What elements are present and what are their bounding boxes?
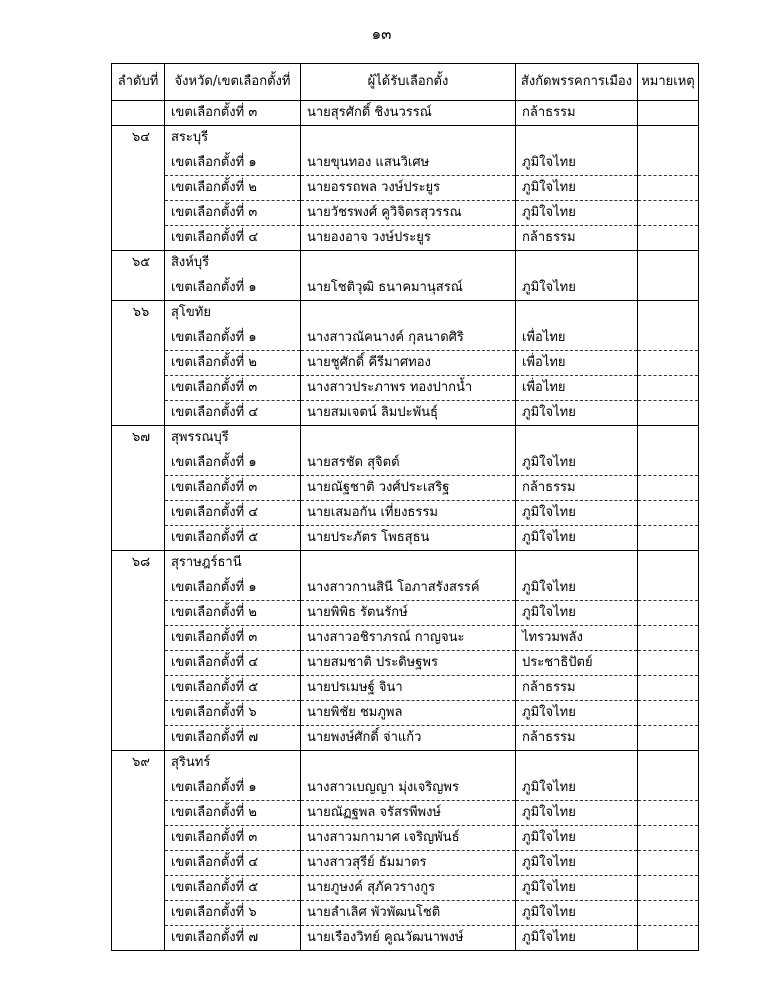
cell-no: [112, 601, 165, 626]
cell-district: เขตเลือกตั้งที่ ๑: [165, 276, 301, 301]
cell-no: [112, 151, 165, 176]
table-row: [112, 226, 699, 251]
cell-district: สระบุรี: [165, 126, 301, 151]
cell-party: ภูมิใจไทย: [516, 401, 638, 426]
cell-no: ๖๙: [112, 751, 165, 776]
table-row: [112, 526, 699, 551]
cell-district: เขตเลือกตั้งที่ ๖: [165, 701, 301, 726]
cell-district: เขตเลือกตั้งที่ ๓: [165, 476, 301, 501]
cell-no: [112, 651, 165, 676]
table-row: [112, 826, 699, 851]
cell-district: เขตเลือกตั้งที่ ๓: [165, 626, 301, 651]
cell-note: [638, 576, 699, 601]
cell-party: กล้าธรรม: [516, 101, 638, 126]
cell-name: นางสาวเบญญา มุ่งเจริญพร: [301, 776, 516, 801]
table-row: [112, 201, 699, 226]
cell-district: สุรินทร์: [165, 751, 301, 776]
cell-party: [516, 126, 638, 151]
cell-name: นางสาวกานสินี โอภาสรังสรรค์: [301, 576, 516, 601]
cell-no: [112, 326, 165, 351]
cell-note: [638, 876, 699, 901]
table-row: [112, 851, 699, 876]
header-party: สังกัดพรรคการเมือง: [516, 64, 638, 101]
cell-district: เขตเลือกตั้งที่ ๑: [165, 451, 301, 476]
cell-no: [112, 876, 165, 901]
cell-name: นายขุนทอง แสนวิเศษ: [301, 151, 516, 176]
table-row: [112, 401, 699, 426]
cell-name: นางสาวณัคนางค์ กุลนาดศิริ: [301, 326, 516, 351]
cell-party: ภูมิใจไทย: [516, 176, 638, 201]
header-district: จังหวัด/เขตเลือกตั้งที่: [165, 64, 301, 101]
cell-name: [301, 751, 516, 776]
cell-name: นายสมชาติ ประดิษฐพร: [301, 651, 516, 676]
cell-no: [112, 501, 165, 526]
cell-note: [638, 326, 699, 351]
cell-note: [638, 626, 699, 651]
cell-no: [112, 851, 165, 876]
cell-note: [638, 926, 699, 951]
cell-district: เขตเลือกตั้งที่ ๓: [165, 101, 301, 126]
cell-name: [301, 251, 516, 276]
table-row: [112, 776, 699, 801]
cell-no: ๖๔: [112, 126, 165, 151]
cell-party: ไทรวมพลัง: [516, 626, 638, 651]
table-row: [112, 301, 699, 326]
cell-district: เขตเลือกตั้งที่ ๒: [165, 601, 301, 626]
cell-name: นายสุรศักดิ์ ชิงนวรรณ์: [301, 101, 516, 126]
cell-district: สุราษฎร์ธานี: [165, 551, 301, 576]
cell-district: เขตเลือกตั้งที่ ๓: [165, 201, 301, 226]
cell-note: [638, 651, 699, 676]
cell-district: เขตเลือกตั้งที่ ๔: [165, 851, 301, 876]
cell-name: นายชูศักดิ์ คีรีมาศทอง: [301, 351, 516, 376]
cell-party: ภูมิใจไทย: [516, 901, 638, 926]
cell-party: ภูมิใจไทย: [516, 801, 638, 826]
table-row: [112, 626, 699, 651]
cell-name: นางสาวประภาพร ทองปากน้ำ: [301, 376, 516, 401]
header-note: หมายเหตุ: [638, 64, 699, 101]
cell-no: [112, 726, 165, 751]
cell-name: นายสมเจตน์ ลิมปะพันธุ์: [301, 401, 516, 426]
cell-district: เขตเลือกตั้งที่ ๓: [165, 376, 301, 401]
cell-note: [638, 101, 699, 126]
table-row: [112, 151, 699, 176]
cell-no: [112, 351, 165, 376]
cell-note: [638, 151, 699, 176]
table-row: [112, 451, 699, 476]
cell-party: [516, 751, 638, 776]
cell-district: เขตเลือกตั้งที่ ๔: [165, 501, 301, 526]
table-row: [112, 126, 699, 151]
cell-no: [112, 526, 165, 551]
cell-name: นายพิชัย ชมภูพล: [301, 701, 516, 726]
cell-note: [638, 301, 699, 326]
table-row: [112, 726, 699, 751]
cell-name: นายเรืองวิทย์ คูณวัฒนาพงษ์: [301, 926, 516, 951]
cell-party: เพื่อไทย: [516, 376, 638, 401]
cell-district: สุพรรณบุรี: [165, 426, 301, 451]
cell-party: ภูมิใจไทย: [516, 576, 638, 601]
cell-no: [112, 226, 165, 251]
table-row: [112, 376, 699, 401]
cell-party: ภูมิใจไทย: [516, 776, 638, 801]
table-row: [112, 551, 699, 576]
cell-party: กล้าธรรม: [516, 676, 638, 701]
cell-no: [112, 476, 165, 501]
cell-name: นายวัชรพงศ์ คูวิจิตรสุวรรณ: [301, 201, 516, 226]
cell-district: เขตเลือกตั้งที่ ๒: [165, 801, 301, 826]
table-row: [112, 751, 699, 776]
cell-note: [638, 376, 699, 401]
cell-no: [112, 276, 165, 301]
cell-note: [638, 176, 699, 201]
cell-name: นายโชติวุฒิ ธนาคมานุสรณ์: [301, 276, 516, 301]
cell-district: เขตเลือกตั้งที่ ๑: [165, 151, 301, 176]
table-row: [112, 876, 699, 901]
cell-note: [638, 401, 699, 426]
cell-note: [638, 751, 699, 776]
cell-district: เขตเลือกตั้งที่ ๒: [165, 351, 301, 376]
cell-party: [516, 426, 638, 451]
table-row: [112, 101, 699, 126]
cell-party: ภูมิใจไทย: [516, 451, 638, 476]
cell-no: ๖๗: [112, 426, 165, 451]
cell-note: [638, 201, 699, 226]
table-row: [112, 426, 699, 451]
cell-district: เขตเลือกตั้งที่ ๑: [165, 576, 301, 601]
cell-party: เพื่อไทย: [516, 351, 638, 376]
cell-district: เขตเลือกตั้งที่ ๑: [165, 326, 301, 351]
cell-name: นายณัฏฐพล จรัสรพีพงษ์: [301, 801, 516, 826]
cell-name: นายปรเมษฐ์ จินา: [301, 676, 516, 701]
cell-party: [516, 301, 638, 326]
cell-note: [638, 901, 699, 926]
page-number: ๑๓: [371, 25, 392, 43]
cell-party: ภูมิใจไทย: [516, 926, 638, 951]
cell-note: [638, 476, 699, 501]
table-row: [112, 251, 699, 276]
cell-district: เขตเลือกตั้งที่ ๕: [165, 676, 301, 701]
cell-party: [516, 251, 638, 276]
table-header-row: [112, 64, 699, 101]
cell-no: ๖๘: [112, 551, 165, 576]
cell-name: [301, 426, 516, 451]
cell-party: ภูมิใจไทย: [516, 876, 638, 901]
cell-note: [638, 676, 699, 701]
cell-note: [638, 226, 699, 251]
table-row: [112, 801, 699, 826]
cell-name: นายอรรถพล วงษ์ประยูร: [301, 176, 516, 201]
table-row: [112, 501, 699, 526]
cell-name: นายพงษ์ศักดิ์ จ่าแก้ว: [301, 726, 516, 751]
table-row: [112, 651, 699, 676]
cell-party: ภูมิใจไทย: [516, 151, 638, 176]
cell-district: เขตเลือกตั้งที่ ๗: [165, 926, 301, 951]
cell-name: [301, 551, 516, 576]
cell-district: สุโขทัย: [165, 301, 301, 326]
table-row: [112, 476, 699, 501]
cell-name: นายองอาจ วงษ์ประยูร: [301, 226, 516, 251]
cell-name: นายณัฐชาติ วงศ์ประเสริฐ: [301, 476, 516, 501]
table-row: [112, 676, 699, 701]
cell-district: สิงห์บุรี: [165, 251, 301, 276]
cell-party: ภูมิใจไทย: [516, 501, 638, 526]
cell-no: [112, 376, 165, 401]
cell-party: ภูมิใจไทย: [516, 276, 638, 301]
table-row: [112, 351, 699, 376]
cell-no: [112, 901, 165, 926]
cell-name: นายภูษงค์ สุภัควรางกูร: [301, 876, 516, 901]
cell-name: นางสาวอชิราภรณ์ กาญจนะ: [301, 626, 516, 651]
cell-no: [112, 801, 165, 826]
cell-note: [638, 351, 699, 376]
cell-no: [112, 626, 165, 651]
table-row: [112, 901, 699, 926]
table-row: [112, 601, 699, 626]
cell-party: กล้าธรรม: [516, 476, 638, 501]
election-results-table: [111, 63, 699, 951]
cell-name: [301, 301, 516, 326]
cell-note: [638, 501, 699, 526]
cell-name: นายลำเลิศ พัวพัฒนโชติ: [301, 901, 516, 926]
cell-party: เพื่อไทย: [516, 326, 638, 351]
table-row: [112, 326, 699, 351]
cell-party: กล้าธรรม: [516, 226, 638, 251]
cell-note: [638, 526, 699, 551]
cell-party: ประชาธิปัตย์: [516, 651, 638, 676]
cell-district: เขตเลือกตั้งที่ ๔: [165, 401, 301, 426]
header-name: ผู้ได้รับเลือกตั้ง: [301, 64, 516, 101]
cell-name: นายประภัตร โพธสุธน: [301, 526, 516, 551]
cell-name: นายสรชัด สุจิตต์: [301, 451, 516, 476]
cell-district: เขตเลือกตั้งที่ ๒: [165, 176, 301, 201]
cell-district: เขตเลือกตั้งที่ ๔: [165, 226, 301, 251]
table-row: [112, 176, 699, 201]
cell-no: [112, 101, 165, 126]
cell-district: เขตเลือกตั้งที่ ๕: [165, 526, 301, 551]
cell-note: [638, 851, 699, 876]
table-row: [112, 276, 699, 301]
cell-party: กล้าธรรม: [516, 726, 638, 751]
cell-no: [112, 926, 165, 951]
cell-party: ภูมิใจไทย: [516, 601, 638, 626]
cell-note: [638, 776, 699, 801]
cell-note: [638, 826, 699, 851]
cell-note: [638, 701, 699, 726]
cell-district: เขตเลือกตั้งที่ ๖: [165, 901, 301, 926]
cell-no: [112, 201, 165, 226]
cell-no: ๖๕: [112, 251, 165, 276]
cell-note: [638, 451, 699, 476]
cell-note: [638, 726, 699, 751]
cell-party: ภูมิใจไทย: [516, 526, 638, 551]
cell-party: ภูมิใจไทย: [516, 851, 638, 876]
cell-note: [638, 251, 699, 276]
cell-no: [112, 701, 165, 726]
cell-name: นางสาวมกามาศ เจริญพันธ์: [301, 826, 516, 851]
cell-name: นายพิพิธ รัตนรักษ์: [301, 601, 516, 626]
cell-name: [301, 126, 516, 151]
header-no: ลำดับที่: [112, 64, 165, 101]
table-row: [112, 576, 699, 601]
table-body: [112, 101, 699, 951]
cell-name: นายเสมอกัน เที่ยงธรรม: [301, 501, 516, 526]
cell-no: [112, 176, 165, 201]
cell-district: เขตเลือกตั้งที่ ๔: [165, 651, 301, 676]
cell-party: ภูมิใจไทย: [516, 826, 638, 851]
cell-no: ๖๖: [112, 301, 165, 326]
cell-note: [638, 426, 699, 451]
cell-name: นางสาวสุรีย์ ธัมมาตร: [301, 851, 516, 876]
cell-no: [112, 401, 165, 426]
cell-no: [112, 676, 165, 701]
cell-note: [638, 551, 699, 576]
cell-district: เขตเลือกตั้งที่ ๕: [165, 876, 301, 901]
cell-no: [112, 451, 165, 476]
cell-note: [638, 276, 699, 301]
cell-party: ภูมิใจไทย: [516, 201, 638, 226]
table-row: [112, 926, 699, 951]
table-row: [112, 701, 699, 726]
cell-district: เขตเลือกตั้งที่ ๓: [165, 826, 301, 851]
cell-note: [638, 126, 699, 151]
cell-district: เขตเลือกตั้งที่ ๗: [165, 726, 301, 751]
cell-note: [638, 801, 699, 826]
cell-no: [112, 576, 165, 601]
cell-party: ภูมิใจไทย: [516, 701, 638, 726]
cell-party: [516, 551, 638, 576]
cell-note: [638, 601, 699, 626]
cell-district: เขตเลือกตั้งที่ ๑: [165, 776, 301, 801]
cell-no: [112, 826, 165, 851]
cell-no: [112, 776, 165, 801]
